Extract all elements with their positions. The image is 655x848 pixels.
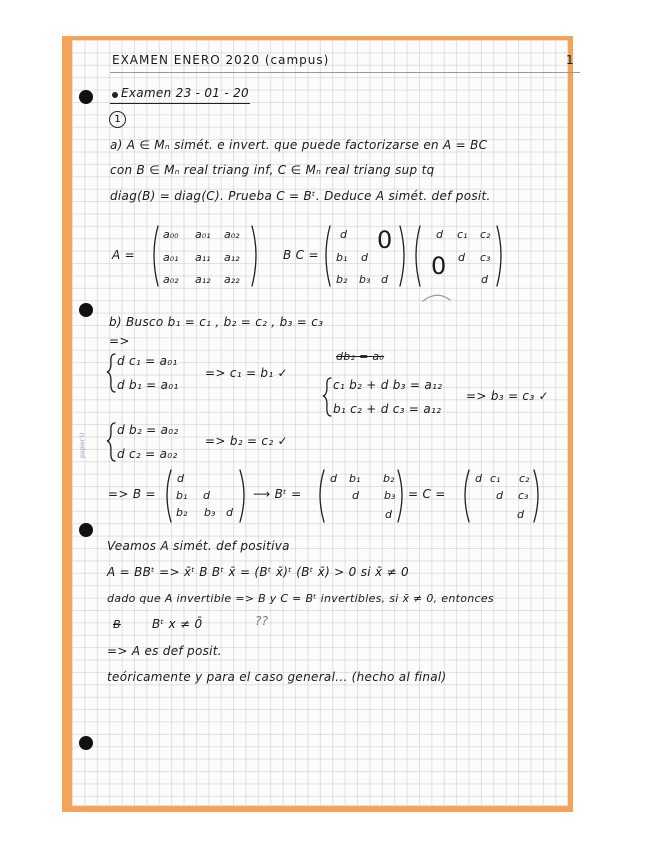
page-number: 1 [566, 53, 574, 67]
page-header: EXAMEN ENERO 2020 (campus) [112, 53, 330, 67]
final-b-cell: b₁ [176, 489, 188, 502]
matrix-a-cell: a₀₂ [163, 273, 179, 286]
text-line: => A es def posit. [107, 644, 222, 658]
text-line: Bᵗ x ≠ 0̄ [152, 617, 203, 631]
matrix-b-cell: b₃ [359, 273, 371, 286]
system1-eq: d c₁ = a₀₁ [117, 354, 178, 368]
final-c-cell: d [475, 472, 482, 485]
final-b-cell: d [203, 489, 210, 502]
matrix-c-cell: c₂ [480, 228, 491, 241]
final-b-right-bracket [240, 470, 244, 522]
statement-line: con B ∈ Mₙ real triang inf, C ∈ Mₙ real triang sup tq [110, 163, 435, 177]
final-bt-cell: d [385, 508, 392, 521]
system2-result: => b₃ = c₃ ✓ [466, 389, 549, 403]
crossed-letter: B [113, 618, 121, 631]
matrix-a-cell: a₀₁ [195, 228, 211, 241]
final-bt-right-bracket [398, 470, 402, 522]
system3-eq: d c₂ = a₀₂ [117, 447, 178, 461]
final-b-cell: b₃ [204, 506, 216, 519]
system1-result: => c₁ = b₁ ✓ [205, 366, 288, 380]
statement-line: diag(B) = diag(C). Prueba C = Bᵗ. Deduce A simét. def posit. [110, 189, 491, 203]
matrix-c-cell: c₁ [457, 228, 468, 241]
matrix-a-cell: a₂₂ [224, 273, 240, 286]
system2-brace [323, 378, 331, 416]
system2-eq: b₁ c₂ + d c₃ = a₁₂ [333, 402, 442, 416]
text-line: A = BBᵗ => x̄ᵗ B Bᵗ x̄ = (Bᵗ x̄)ᵗ (Bᵗ x̄) > 0 si x̄ ≠ 0 [107, 565, 409, 579]
equals-c: = C = [408, 487, 446, 501]
final-bt-cell: d [352, 489, 359, 502]
final-bt-cell: d [330, 472, 337, 485]
final-b-cell: d [177, 472, 184, 485]
question-marks: ?? [255, 614, 269, 628]
final-bt-cell: b₁ [349, 472, 361, 485]
matrix-c-left-bracket [416, 226, 420, 286]
final-bt-cell: b₂ [383, 472, 395, 485]
final-b-label: => B = [108, 487, 156, 501]
system3-result: => b₂ = c₂ ✓ [205, 434, 288, 448]
final-b-cell: d [226, 506, 233, 519]
faint-doodle [423, 295, 450, 301]
final-c-cell: c₁ [490, 472, 501, 485]
matrix-b-zero: 0 [377, 226, 393, 254]
statement-line: a) A ∈ Mₙ simét. e invert. que puede factorizarse en A = BC [110, 138, 488, 152]
matrix-c-zero: 0 [431, 252, 447, 280]
matrix-b-left-bracket [326, 226, 330, 286]
text-line: Veamos A simét. def positiva [107, 539, 290, 553]
final-c-cell: d [496, 489, 503, 502]
matrix-c-cell: d [481, 273, 488, 286]
final-bt-cell: b₃ [384, 489, 396, 502]
matrix-c-cell: d [436, 228, 443, 241]
text-line: teóricamente y para el caso general... (hecho al final) [107, 670, 447, 684]
problem-number: 1 [109, 111, 126, 128]
matrix-a-cell: a₀₀ [163, 228, 179, 241]
system1-eq: d b₁ = a₀₁ [117, 378, 179, 392]
matrix-a-cell: a₁₂ [224, 251, 240, 264]
crossed-scribble: db₂ = a₀ [336, 350, 385, 363]
final-c-cell: c₃ [518, 489, 529, 502]
final-b-cell: b₂ [176, 506, 188, 519]
paper-brand-mark: papier·Ü [79, 432, 86, 458]
matrix-b-label: B C = [283, 248, 319, 262]
system3-eq: d b₂ = a₀₂ [117, 423, 179, 437]
final-c-cell: c₂ [519, 472, 530, 485]
system3-brace [107, 423, 115, 461]
exam-title: Examen 23 - 01 - 20 [121, 86, 249, 100]
matrix-b-cell: d [361, 251, 368, 264]
matrix-a-left-bracket [154, 226, 158, 286]
matrix-b-cell: d [381, 273, 388, 286]
system1-brace [107, 354, 115, 392]
final-c-right-bracket [534, 470, 538, 522]
solution-search: b) Busco b₁ = c₁ , b₂ = c₂ , b₃ = c₃ [109, 315, 324, 329]
matrix-a-cell: a₀₂ [224, 228, 240, 241]
final-c-left-bracket [465, 470, 469, 522]
system2-eq: c₁ b₂ + d b₃ = a₁₂ [333, 378, 443, 392]
matrix-a-cell: a₀₁ [163, 251, 179, 264]
transpose-arrow: ⟶ Bᵗ = [253, 487, 302, 501]
text-line: dado que A invertible => B y C = Bᵗ invertibles, si x̄ ≠ 0, entonces [107, 592, 494, 605]
matrix-b-cell: b₁ [336, 251, 348, 264]
final-bt-left-bracket [320, 470, 324, 522]
matrix-c-cell: d [458, 251, 465, 264]
matrix-a-label: A = [112, 248, 135, 262]
matrix-b-cell: b₂ [336, 273, 348, 286]
matrix-c-cell: c₃ [480, 251, 491, 264]
implies-sign: => [109, 334, 130, 348]
matrix-b-cell: d [340, 228, 347, 241]
matrix-a-right-bracket [252, 226, 256, 286]
matrix-a-cell: a₁₁ [195, 251, 211, 264]
matrix-b-right-bracket [400, 226, 404, 286]
matrix-c-right-bracket [497, 226, 501, 286]
matrix-a-cell: a₁₂ [195, 273, 211, 286]
final-c-cell: d [517, 508, 524, 521]
final-b-left-bracket [167, 470, 171, 522]
